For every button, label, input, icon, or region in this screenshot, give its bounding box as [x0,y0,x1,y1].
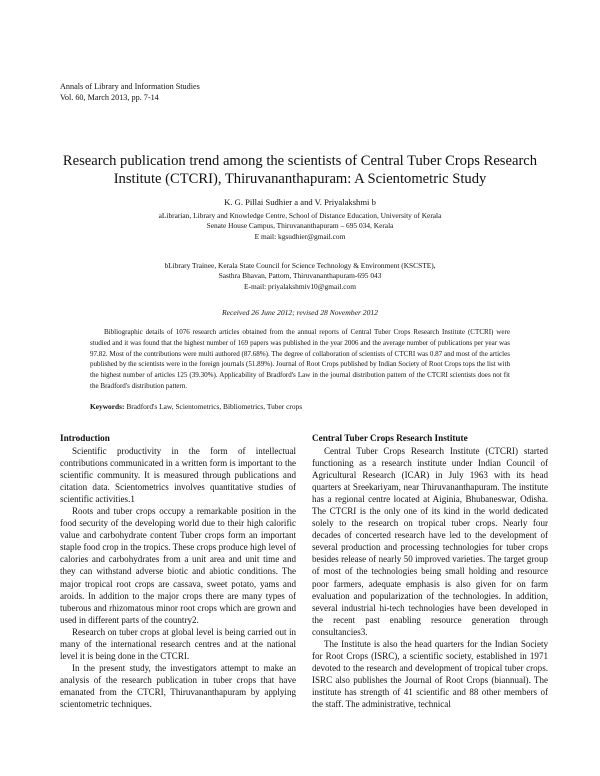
paragraph: Central Tuber Crops Research Institute (CTCRI) started functioning as a research institute under Indian Council of Agricultural Research (ICAR) in July 1963 with its head quarters at Sreekariyam, near Thiruvananthapuram. The institute has a regional centre located at Aiginia, Bhubaneswar, Odisha. The CTCRI is the only one of its kind in the world dedicated solely to the research on tropical tuber crops. Nearly four decades of concerted research have led to the development of several production and processing technologies for tuber crops besides release of nearly 50 improved varieties. The target group of most of the technologies being small holding and resource poor farmers, adequate emphasis is also given for on farm evaluation and popularization of the technologies. In addition, several industrial hi-tech technologies have been developed in the recent past enabling resource generation through consultancies3. [312,446,548,637]
affiliation-email: E-mail: priyalakshmiv10@gmail.com [244,281,356,291]
paragraph: Roots and tuber crops occupy a remarkable position in the food security of the developing world due to their high calorific value and carbohydrate content Tuber crops form an important staple food crop in the tropics. These crops produce high level of calories and carbohydrates from a unit area and unit time and they can withstand adverse biotic and abiotic conditions. The major tropical root crops are cassava, sweet potato, yams and aroids. In addition to the major crops there are many types of tuberous and rhizomatous minor root crops which are grown and used in different parts of the country2. [60,506,296,625]
journal-name: Annals of Library and Information Studies [60,82,200,91]
section-heading-introduction: Introduction [60,433,110,443]
keywords-text: Bradford's Law, Scientometrics, Bibliometrics, Tuber crops [126,402,303,411]
keywords-label: Keywords: [90,402,125,411]
authors: K. G. Pillai Sudhier a and V. Priyalakshmi b [224,197,376,207]
affiliation-b [0,261,600,292]
keywords [90,402,510,411]
abstract: Bibliographic details of 1076 research articles obtained from the annual reports of Central Tuber Crops Research Institute (CTCRI) were studied and it was found that the highest number of 169 papers was published in the year 2006 and the average number of publications per year was 97.82. Most of the contributions were multi authored (87.68%). The degree of collaboration of scientists of CTCRI was 0.87 and most of the articles published by the scientists were in the foreign journals (51.89%). Journal of Root Crops published by Indian Society of Root Crops tops the list with the highest number of articles 125 (39.30%). Applicability of Bradford's Law in the journal distribution pattern of the CTCRI scientists does not fit the Bradford's distribution pattern. [90,328,510,390]
affiliation-line: Sasthra Bhavan, Pattom, Thiruvananthapuram-695 043 [218,271,382,281]
section-heading-ctcri: Central Tuber Crops Research Institute [312,433,468,443]
journal-issue: Vol. 60, March 2013, pp. 7-14 [60,92,159,102]
affiliation-line: bLibrary Trainee, Kerala State Council for Science Technology & Environment (KSCSTE), [164,261,436,270]
affiliation-a [0,211,600,242]
left-column [60,432,296,710]
paragraph: Scientific productivity in the form of intellectual contributions communicated in a written form is important to the scientific community. It is measured through publications and citation data. Scientometrics involves quantitative studies of scientific activities.1 [60,446,296,505]
paper-title: Research publication trend among the scientists of Central Tuber Crops Research Institute (CTCRI), Thiruvananthapuram: A Scientometric Study [62,153,538,187]
journal-header [60,82,200,103]
right-column [312,432,548,710]
received-dates: Received 26 June 2012; revised 28 November 2012 [222,308,378,317]
affiliation-line: aLibrarian, Library and Knowledge Centre, School of Distance Education, University of Kerala [158,211,442,220]
affiliation-line: Senate House Campus, Thiruvananthapuram – 695 034, Kerala [206,221,394,231]
paragraph: In the present study, the investigators attempt to make an analysis of the research publication in tuber crops that have emanated from the CTCRI, Thiruvananthapuram by applying scientometric techniques. [60,662,296,709]
paragraph: The Institute is also the head quarters for the Indian Society for Root Crops (ISRC), a scientific society, established in 1971 devoted to the research and development of tropical tuber crops. ISRC also publishes the Journal of Root Crops (biannual). The institute has strength of 41 scientific and 88 other members of the staff. The administrative, technical [312,638,548,709]
paragraph: Research on tuber crops at global level is being carried out in many of the international research centres and at the national level it is being done in the CTCRI. [60,626,296,661]
affiliation-email: E mail: kgsudhier@gmail.com [254,231,346,241]
